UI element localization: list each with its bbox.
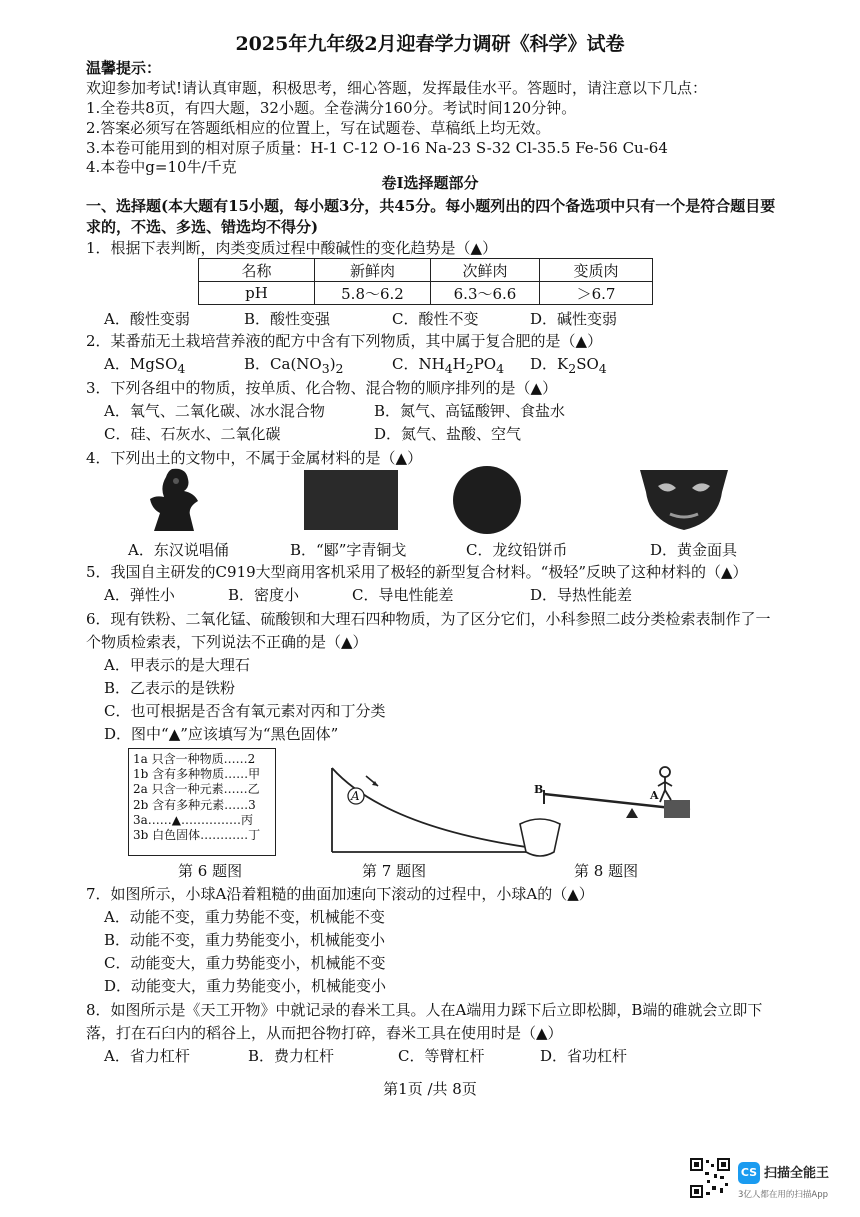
- table-cell: 5.8～6.2: [315, 282, 431, 305]
- q1-option-c: C．酸性不变: [392, 310, 479, 328]
- q6-option-c: C．也可根据是否含有氧元素对丙和丁分类: [104, 702, 386, 720]
- lever-label-a: A: [650, 789, 659, 802]
- key-line: 1b 含有多种物质……甲: [133, 767, 261, 782]
- tip-line: 2.答案必须写在答题纸相应的位置上，写在试题卷、草稿纸上均无效。: [86, 119, 551, 137]
- q4-stem: 4．下列出土的文物中，不属于金属材料的是（▲）: [86, 449, 423, 467]
- q2-option-b: [244, 354, 344, 379]
- q3-option-d: D．氮气、盐酸、空气: [374, 425, 522, 443]
- q5-stem: 5．我国自主研发的C919大型商用客机采用了极轻的新型复合材料。“极轻”反映了这种材料的（▲）: [86, 563, 748, 581]
- formula: Ca(NO: [270, 355, 322, 373]
- q8-option-a: A．省力杠杆: [104, 1047, 190, 1065]
- part1-heading-cont: 求的，不选、多选、错选均不得分): [86, 218, 319, 236]
- formula: H: [452, 355, 466, 373]
- table-header: 次鲜肉: [431, 259, 540, 282]
- q5-option-b: B．密度小: [228, 586, 300, 604]
- q2-stem: 2．某番茄无土栽培营养液的配方中含有下列物质，其中属于复合肥的是（▲）: [86, 332, 603, 350]
- q7-option-c: C．动能变大，重力势能变小，机械能不变: [104, 954, 386, 972]
- q5-option-c: C．导电性能差: [352, 586, 454, 604]
- q1-option-d: D．碱性变弱: [530, 310, 618, 328]
- q3-option-b: B．氮气、高锰酸钾、食盐水: [374, 402, 566, 420]
- fig8-caption: 第 8 题图: [574, 862, 639, 880]
- table-cell: 6.3～6.6: [431, 282, 540, 305]
- formula: MgSO: [129, 355, 178, 373]
- q8-option-b: B．费力杠杆: [248, 1047, 335, 1065]
- fig7-caption: 第 7 题图: [362, 862, 427, 880]
- tip-line: 1.全卷共8页，有四大题，32小题。全卷满分160分。考试时间120分钟。: [86, 99, 577, 117]
- fig6-caption: 第 6 题图: [178, 862, 243, 880]
- table-header: 新鲜肉: [315, 259, 431, 282]
- figurine-image: [142, 465, 214, 537]
- q5-option-a: A．弹性小: [104, 586, 175, 604]
- coin-image: [451, 464, 523, 536]
- subscript: 4: [177, 361, 186, 376]
- table-header: 变质肉: [540, 259, 653, 282]
- q3-stem: 3．下列各组中的物质，按单质、化合物、混合物的顺序排列的是（▲）: [86, 379, 558, 397]
- bronze-ge-image: [304, 470, 398, 530]
- key-line: 2b 含有多种元素……3: [133, 797, 256, 812]
- key-line: 3a……▲……………丙: [133, 812, 254, 827]
- subscript: 4: [598, 361, 607, 376]
- ph-table: [198, 258, 653, 305]
- ball-label: A: [351, 789, 360, 803]
- q2-option-d: [530, 354, 607, 379]
- q6-stem: 6．现有铁粉、二氧化锰、硫酸钡和大理石四种物质，为了区分它们，小科参照二歧分类检索表制作了一: [86, 610, 771, 628]
- formula: ): [329, 355, 336, 373]
- q3-option-a: A．氧气、二氧化碳、冰水混合物: [104, 402, 325, 420]
- key-line: 1a 只含一种物质……2: [133, 752, 256, 766]
- q8-stem-cont: 落，打在石臼内的稻谷上，从而把谷物打碎，舂米工具在使用时是（▲）: [86, 1024, 563, 1042]
- part1-heading: 一、选择题(本大题有15小题，每小题3分，共45分。每小题列出的四个备选项中只有一个是符合题目要: [86, 197, 776, 215]
- tip-line: 3.本卷可能用到的相对原子质量：H-1 C-12 O-16 Na-23 S-32 Cl-35.5 Fe-56 Cu-64: [86, 139, 668, 157]
- q7-option-a: A．动能不变，重力势能不变，机械能不变: [104, 908, 385, 926]
- q4-option-a: A．东汉说唱俑: [128, 541, 229, 559]
- formula: NH: [418, 355, 445, 373]
- q7-option-d: D．动能变大，重力势能变小，机械能变小: [104, 977, 387, 995]
- q7-option-b: B．动能不变，重力势能变小，机械能变小: [104, 931, 386, 949]
- option-label: A．: [104, 355, 130, 373]
- option-label: B．: [244, 355, 271, 373]
- table-cell: pH: [199, 282, 315, 305]
- q4-option-c: C．龙纹铅饼币: [466, 541, 568, 559]
- q6-stem-cont: 个物质检索表，下列说法不正确的是（▲）: [86, 633, 368, 651]
- tips-heading: 温馨提示：: [86, 59, 162, 77]
- option-label: C．: [392, 355, 419, 373]
- exam-title: 2025年九年级2月迎春学力调研《科学》试卷: [235, 33, 625, 55]
- option-label: D．: [530, 355, 558, 373]
- section-title: 卷Ⅰ选择题部分: [381, 174, 479, 192]
- q4-option-b: B．“郾”字青铜戈: [290, 541, 407, 559]
- q2-option-c: [392, 354, 504, 379]
- q6-option-a: A．甲表示的是大理石: [104, 656, 250, 674]
- formula: K: [557, 355, 569, 373]
- q6-option-d: D．图中“▲”应该填写为“黑色固体”: [104, 725, 339, 743]
- table-cell: ＞6.7: [540, 282, 653, 305]
- scanner-subtitle: 3亿人都在用的扫描App: [738, 1190, 829, 1200]
- q6-option-b: B．乙表示的是铁粉: [104, 679, 236, 697]
- q3-option-c: C．硅、石灰水、二氧化碳: [104, 425, 281, 443]
- subscript: 4: [444, 361, 453, 376]
- tip-line: 4.本卷中g=10牛/千克: [86, 158, 237, 176]
- q1-stem: 1．根据下表判断，肉类变质过程中酸碱性的变化趋势是（▲）: [86, 239, 498, 257]
- formula: PO: [473, 355, 497, 373]
- q8-option-d: D．省功杠杆: [540, 1047, 628, 1065]
- lever-label-b: B: [534, 783, 544, 796]
- subscript: 2: [465, 361, 474, 376]
- q1-option-a: A．酸性变弱: [104, 310, 190, 328]
- q5-option-d: D．导热性能差: [530, 586, 633, 604]
- qr-code-image: [690, 1158, 730, 1198]
- table-header: 名称: [199, 259, 315, 282]
- scanner-name: 扫描全能王: [764, 1166, 830, 1181]
- q8-stem: 8．如图所示是《天工开物》中就记录的舂米工具。人在A端用力踩下后立即松脚，B端的碓就会立即下: [86, 1001, 763, 1019]
- key-line: 3b 白色固体…………丁: [133, 828, 261, 843]
- gold-mask-image: [634, 466, 734, 532]
- formula: SO: [576, 355, 599, 373]
- subscript: 4: [496, 361, 505, 376]
- subscript: 2: [335, 361, 344, 376]
- q4-option-d: D．黄金面具: [650, 541, 738, 559]
- subscript: 3: [321, 361, 330, 376]
- q8-option-c: C．等臂杠杆: [398, 1047, 485, 1065]
- scanner-logo: CS: [738, 1162, 760, 1184]
- tip-line: 欢迎参加考试!请认真审题，积极思考，细心答题，发挥最佳水平。答题时，请注意以下几点：: [86, 79, 708, 97]
- q7-stem: 7．如图所示，小球A沿着粗糙的曲面加速向下滚动的过程中，小球A的（▲）: [86, 885, 594, 903]
- classification-key: [128, 748, 276, 856]
- q2-option-a: [104, 354, 185, 379]
- page-footer: 第1页 /共 8页: [383, 1080, 477, 1098]
- lever-figure: [514, 764, 696, 860]
- subscript: 2: [568, 361, 577, 376]
- key-line: 2a 只含一种元素……乙: [133, 782, 260, 797]
- q1-option-b: B．酸性变强: [244, 310, 331, 328]
